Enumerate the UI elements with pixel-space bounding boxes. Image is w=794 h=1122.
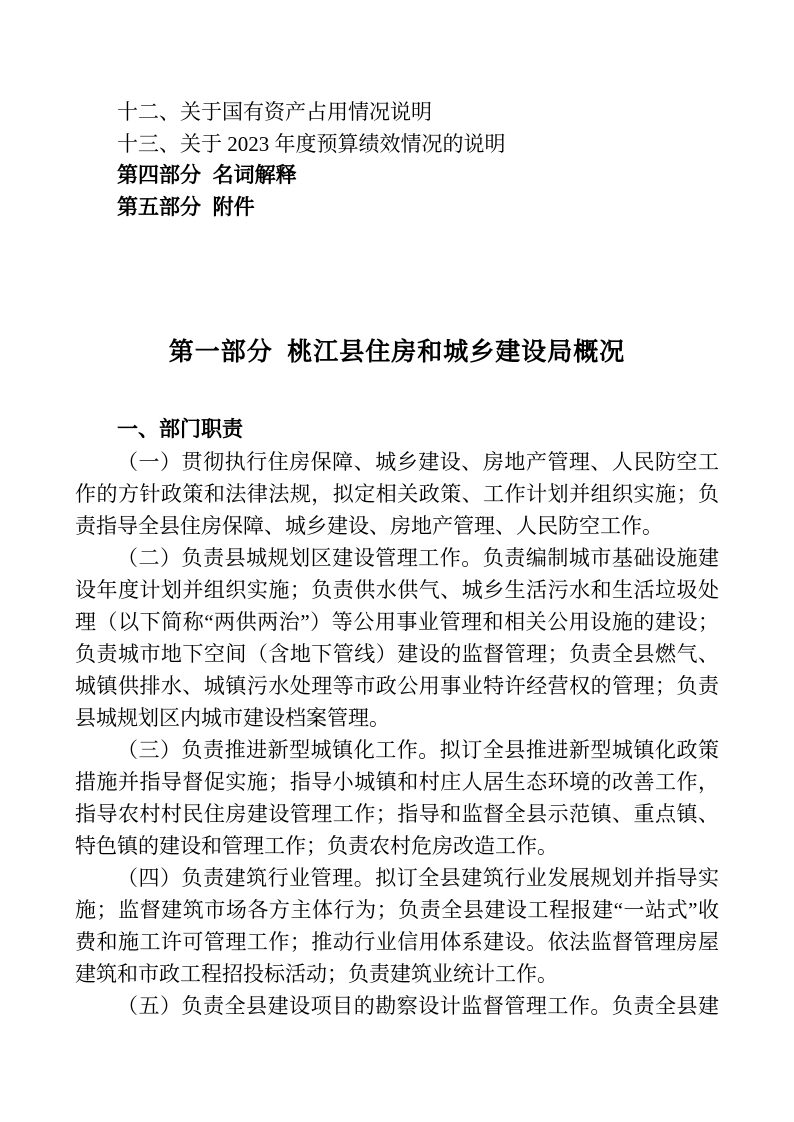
page-content: [75, 0, 719, 1022]
section-heading-department-duties: 一、部门职责: [117, 418, 243, 441]
paragraph-duty-5-continued: （五）负责全县建设项目的勘察设计监督管理工作。负责全县建: [117, 994, 719, 1018]
table-of-contents: [75, 0, 719, 224]
paragraph-duty-4: （四）负责建筑行业管理。拟订全县建筑行业发展规划并指导实施；监督建筑市场各方主体行为；负责全县建设工程报建“一站式”收费和施工许可管理工作；推动行业信用体系建设。依法监督管理房屋建筑和市政工程招投标活动；负责建筑业统计工作。: [75, 866, 719, 986]
toc-part-five-heading: 第五部分 附件: [117, 196, 255, 219]
paragraph-duty-1: （一）贯彻执行住房保障、城乡建设、房地产管理、人民防空工作的方针政策和法律法规，拟定相关政策、工作计划并组织实施；负责指导全县住房保障、城乡建设、房地产管理、人民防空工作。: [75, 450, 719, 538]
toc-part-four-heading: 第四部分 名词解释: [117, 164, 297, 187]
toc-item-12: 十二、关于国有资产占用情况说明: [117, 100, 432, 124]
part-one-title: 第一部分 桃江县住房和城乡建设局概况: [168, 339, 626, 366]
paragraph-duty-2: （二）负责县城规划区建设管理工作。负责编制城市基础设施建设年度计划并组织实施；负责供水供气、城乡生活污水和生活垃圾处理（以下简称“两供两治”）等公用事业管理和相关公用设施的建设；负责城市地下空间（含地下管线）建设的监督管理；负责全县燃气、城镇供排水、城镇污水处理等市政公用事业特许经营权的管理；负责县城规划区内城市建设档案管理。: [75, 546, 719, 730]
paragraph-duty-3: （三）负责推进新型城镇化工作。拟订全县推进新型城镇化政策措施并指导督促实施；指导小城镇和村庄人居生态环境的改善工作，指导农村村民住房建设管理工作；指导和监督全县示范镇、重点镇、特色镇的建设和管理工作；负责农村危房改造工作。: [75, 738, 719, 858]
toc-item-13: 十三、关于 2023 年度预算绩效情况的说明: [117, 132, 506, 156]
